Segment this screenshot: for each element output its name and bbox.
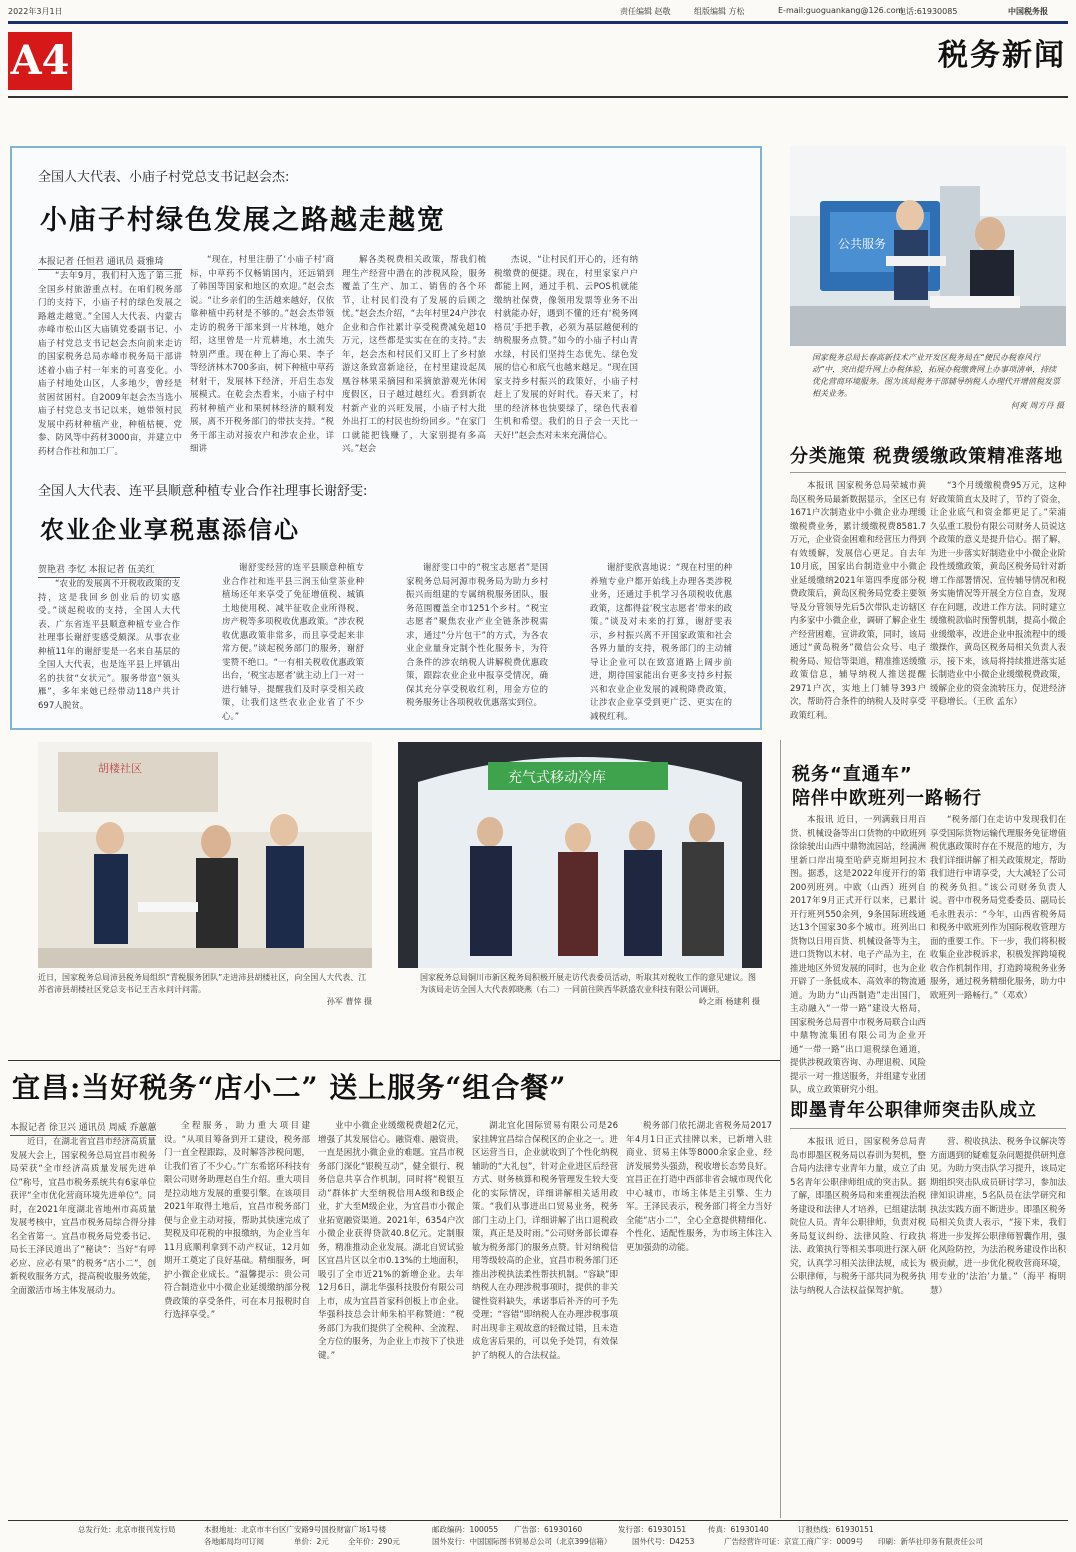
page-number-badge: A4: [8, 32, 72, 90]
story1-paragraph: “现在，村里注册了‘小庙子村’商标，中草药不仅畅销国内，还远销到了韩国等国家和地区的欢迎。”赵会杰说。“让乡亲们的生活越来越好，仅依靠种植中药材是不够的。”赵会杰带领走访的税务干部来到一片林地，她介绍，这里曾是一片荒耕地，水土流失特别严重。现在种上了海心果、李子等经济林木700多亩，树下种植中草药材射干，发展林下经济，开启生态发展模式。在乾会杰看来，小庙子村中药材种植产业和果树林经济的顺利发展，离不开税务部门的带扶支持。“税务干部主动对接农户和涉农企业，详细讲: [190, 255, 334, 454]
side1-headline: 分类施策 税费缓缴政策精准落地: [790, 446, 1064, 467]
story2-column-4: [590, 562, 732, 728]
story2-paragraph: 谢舒雯欣喜地说：“现在村里的种养殖专业户都开始线上办理各类涉税业务，还通过手机学习各项税收优惠政策，这都得益‘税宝志愿者’带来的政策。”谈及对未来的打算，谢舒雯表示，乡村振兴离不开国家政策和社会各界力量的支持，税务部门的主动辅导让企业可以在致富道路上阔步前进，期待国家能出台更多支持乡村振兴和农业企业发展的减税降费政策，让涉农企业享受到更广泛、更实在的减税红利。: [590, 563, 732, 722]
photo-credit: 何爽 周方丹 摄: [1010, 401, 1064, 410]
side2-column-2: [930, 814, 1066, 1076]
editor-name: 责任编辑 赵敬: [620, 7, 671, 16]
editor-phone: 电话:61930085: [898, 7, 958, 16]
photo-credit: 岭之雨 杨建利 摄: [698, 997, 760, 1006]
story3-paragraph: 税务部门依托湖北省税务局2017年4月1日正式挂牌以来，已新增入驻商业、贸易主体等8000余家企业，经济发展势头强劲，税收增长态势良好。宜昌正在打造中西部非省会城市现代化中心城市，市场主体是主引擎、生力军。王泽民表示，税务部门将全力当好全能“店小二”，全心全意提供精细化、个性化、适配性服务，为市场主体注入更加强劲的动能。: [626, 1121, 772, 1253]
photo-mid-left-caption: [38, 972, 372, 1014]
story3-paragraph: 湖北宜化国际贸易有限公司是26家挂牌宜昌综合保税区的企业之一。进区运营当日，企业就收到了个性化纳税辅助的“大礼包”，针对企业进区后经营方式、财务核算和税务管理发生较大变化的实际情况，详细讲解相关适用政策。“我们从事进出口贸易业务，税务部门主动上门，详细讲解了出口退税政策，真正是及时雨。”公司财务部长谭春敏为税务部门的服务点赞。针对纳税信用等级较高的企业，宜昌市税务部门还推出涉税执法柔性帮扶机制。“容缺”即纳税人在办理涉税事项时，提供的非关键性资料缺失，承诺事后补齐的可予先受理；“容错”即纳税人在办理涉税事项时出现非主观故意的轻微过错，且未造成危害后果的，可以免予处罚，有效保护了纳税人的合法权益。: [472, 1121, 618, 1361]
side2-column-1: [790, 814, 927, 1095]
photo-community-visit: [38, 742, 372, 968]
side3-paragraph: 营、税收执法、税务争议解决等方面遇到的疑难复杂问题提供研判意见。为助力突击队学习提升，该局定期组织突击队成员研讨学习，参加法律知识讲座，5名队员在法学研究和执法实践方面不断进步。即墨区税务局相关负责人表示，“接下来，我们将进一步发挥公职律师智囊作用，强化风险防控，为法治税务建设作出积极贡献，进一步优化税收营商环境，用专业的‘法治’力量。”（海平 梅明慧）: [930, 1137, 1067, 1296]
photo-illustration: [38, 742, 372, 968]
story2-kicker: 全国人大代表、连平县顺意种植专业合作社理事长谢舒雯:: [38, 484, 368, 499]
story1-paragraph: “去年9月，我们村入选了第三批全国乡村旅游重点村。在咱们税务部门的支持下，小庙子村的绿色发展之路越走越宽。”全国人大代表、内蒙古赤峰市松山区大庙镇党委副书记、小庙子村党总支书记赵会杰向前来走访的国家税务总局赤峰市税务局干部讲述着小庙子村一年来的可喜变化。小庙子村地处山区，人多地少，曾经是贫困贫困村。自2009年赵会杰当选小庙子村党总支书记以来，她带领村民发展中药材种植产业，种植枯梗、党参、防风等中药材3000亩，并建立中药材合作社和加工厂。: [38, 271, 182, 457]
footer-distribution: 发行部：61930151: [618, 1525, 687, 1534]
story3-column-4: [472, 1120, 618, 1516]
story2-column-3: [406, 562, 548, 728]
story1-paragraph: 杰说，“让村民们开心的，还有纳税缴费的便捷。现在，村里家家户户都能上网，通过手机、云POS机就能缴纳社保费，像领用发票等业务不出村就能办好，遇到不懂的还有‘税务网格员’手把手教，必须为基层越便利的纳税服务点赞。”如今的小庙子村山青水绿，村民们坚持生态优先、绿色发展的信心和底气也越来越足。“现在国家支持乡村振兴的政策好，小庙子村赶上了发展的好时代。春天来了，村里的经济林也快要绿了，绿色代表着生机和希望。我们的日子会一天比一天好!”赵会杰对未来充满信心。: [494, 255, 638, 441]
footer-license: 广告经营许可证：京宣工商广字：0009号: [724, 1537, 864, 1546]
masthead-bar: [8, 6, 1068, 20]
side3-column-2: [930, 1136, 1066, 1516]
story2-byline: 贺艳君 李忆 本报记者 伍美红: [38, 562, 180, 578]
designer-name: 组版编辑 方松: [694, 7, 745, 16]
story2-paragraph: 谢舒雯口中的“税宝志愿者”是国家税务总局河源市税务局为助力乡村振兴而组建的专属纳税服务团队，服务范围覆盖全市1251个乡村。“税宝志愿者”聚焦农业产业全链条涉税需求，通过“分片包干”的方式，为各农业企业量身定制个性化服务卡，为符合条件的涉农纳税人讲解税费优惠政策，跟踪农业企业申报享受情况，确保其充分享受税收红利，用金方位的税务服务让各项税收优惠落实到位。: [406, 563, 548, 708]
side2-paragraph: “税务部门在走访中发现我们在享受国际货物运输代理服务免征增值税优惠政策时存在不规范的地方，为我们详细讲解了相关政策规定，帮助我们进行申请享受，大大减轻了公司的税务负担。”该公司财务负责人说。晋中市税务局党委委员、副局长毛永胜表示：“今年，山西省税务局和税务中欧班列作为国际税收管理方面的重要工作。下一步，我们将积极收集企业涉税诉求，积极发挥跨境税收合作机制作用，打造跨境税务业务服务，通过税务精细化服务，助力中欧班列一路畅行。”（邓欢）: [930, 815, 1067, 1001]
footer-overseas: 国外发行：中国国际图书贸易总公司（北京399信箱）: [432, 1537, 612, 1546]
story2-paragraph: “农业的发展离不开税收政策的支持，这是我回乡创业后的切实感受。”谈起税收的支持，全国人大代表、广东省连平县顺意种植专业合作社理事长谢舒雯感受颇深。从事农业种植11年的谢舒雯是一名来自基层的全国人大代表，也是连平县上坪镇出名的扶贫“女状元”。服务带富“领头雁”，多年来她已经带动118户共计697人脱贫。: [38, 579, 180, 711]
story3-paragraph: 近日，在湖北省宜昌市经济高质量发展大会上，国家税务总局宜昌市税务局荣获“全市经济高质量发展先进单位”称号，宜昌市税务系统共有6家单位获评“全市优化营商环境先进单位”。同时，在2021年度湖北省地州市高质量发展考核中，宜昌市税务局综合得分排名全省第一。宜昌市税务局党委书记、局长王泽民道出了“秘诀”：当好“有呼必应、应必有果”的税务“店小二”，创新税收服务方式，提高税收服务效能，全面激活市场主体发展动力。: [10, 1137, 156, 1296]
side3-paragraph: 本报讯 近日，国家税务总局青岛市即墨区税务局以春训为契机，整合局内法律专业青年力量，成立了由5名青年公职律师组成的突击队。据了解，即墨区税务局和来重视法治税务建设和法律人才培养，已组建法制院位人员。青年公职律师，负责对税务局复议纠纷、法律风险、行政执法、政策执行等相关事项进行深入研究，认真学习相关法律法规，成长为公职律师，与税务干部共同为税务执法与纳税人合法权益保驾护航。: [790, 1137, 927, 1296]
photo-credit: 孙军 曹悻 摄: [326, 997, 372, 1006]
footer-yearly: 全年价：290元: [348, 1537, 400, 1546]
story2-column-2: [222, 562, 364, 728]
story3-headline: 宜昌:当好税务“店小二” 送上服务“组合餐”: [12, 1071, 567, 1104]
side2-paragraph: 本报讯 近日，一列满载日用百货、机械设备等出口货物的中欧班列徐徐驶出山西中鼎物流园站，经满洲里新口岸出境至哈萨克斯坦阿拉木图。据悉，这是2022年度开行的第200列班列。中欧（山西）班列自2017年9月正式开行以来，已累计开行班列550余列，9条国际班线通达13个国家30多个城市。班列出口货物以日用百货、机械设备等为主，进口货物以木材、电子产品为主，在推进地区外贸发展的同时，也为企业开辟了一条低成本、高效率的物流通道。为助力“山西制造”走出国门，主动融入“一带一路”建设大格局，国家税务总局晋中市税务局联合山西中鼎物流集团有限公司为企业开通“一带一路”出口退税绿色通道，提供涉税政策咨询、办理退税、风险提示一对一推送服务，并组建专业团队，成立政策研究小组。: [790, 815, 927, 1095]
editor-email: E-mail:guoguankang@126.com: [778, 6, 904, 15]
story2-headline: 农业企业享税惠添信心: [40, 515, 300, 544]
sign-text: 胡楼社区: [98, 762, 142, 775]
story3-column-5: [626, 1120, 772, 1516]
story3-column-2: [164, 1120, 310, 1516]
side2-headline-line1: 税务“直通车”: [792, 764, 913, 785]
divider: [8, 1060, 780, 1061]
story1-column-2: [190, 254, 334, 456]
footer-subscription: 订报热线：61930151: [798, 1525, 874, 1534]
issue-date: 2022年3月1日: [8, 7, 63, 16]
footer-rule: [8, 1520, 1068, 1521]
side2-headline-line2: 陪伴中欧班列一路畅行: [792, 788, 982, 809]
footer-publisher: 总发行处：北京市报刊发行局: [78, 1525, 176, 1534]
footer-printer: 印刷：新华社印务有限责任公司: [878, 1537, 983, 1546]
story1-paragraph: 解各类税费相关政策，帮我们梳理生产经营中潜在的涉税风险，服务覆盖了生产、加工、销售的各个环节，让村民们没有了发展的后顾之忧。”赵会杰介绍，“去年村里24户涉农企业和合作社累计享受税费减免超10万元，这些都是实实在在的支持。”去年，赵会杰和村民们又盯上了乡村旅游这条致富新途径，在村里建设起凤凰谷林果采摘园和采摘旅游观光休闲度假区，日子越过越红火。看到新农村新产业的兴旺发展，小庙子村大批外出打工的村民也纷纷回乡。“在家门口就能把钱赚了，大家别提有多高兴。”赵会: [342, 255, 486, 454]
side3-headline: 即墨青年公职律师突击队成立: [790, 1100, 1037, 1121]
photo-tax-office-counter: [790, 146, 1066, 346]
caption-text: 国家税务总局长春高新技术产业开发区税务局在“便民办税春风行动”中，突出提升网上办税体验，拓展办税缴费网上办事项清单，持续优化营商环境服务。图为该局税务干部辅导纳税人办理代开增值税发票相关业务。: [812, 353, 1060, 398]
column-divider: [780, 740, 781, 1518]
story1-column-1: [38, 270, 182, 456]
sign-text: 公共服务: [838, 237, 887, 251]
photo-cold-storage-visit: [398, 742, 762, 968]
footer-ad: 广告部：61930160: [514, 1525, 583, 1534]
footer-address: 本报地址：北京市丰台区广安路9号国投财富广场1号楼: [204, 1525, 387, 1534]
masthead-rule: [8, 21, 1068, 24]
section-rule: [8, 96, 1068, 98]
side1-column-1: [790, 480, 926, 738]
story1-headline: 小庙子村绿色发展之路越走越宽: [40, 205, 446, 236]
divider: [790, 1128, 1066, 1129]
story1-kicker: 全国人大代表、小庙子村党总支书记赵会杰:: [38, 170, 290, 185]
story1-byline: 本报记者 任恒君 通讯员 聂雅琦: [38, 254, 182, 270]
caption-text: 近日，国家税务总局沛县税务局组织“青税服务团队”走进沛县胡楼社区，向全国人大代表、江苏省沛县胡楼社区党总支书记王吉永问计问需。: [38, 973, 367, 994]
paper-name: 中国税务报: [1008, 7, 1048, 16]
side3-column-1: [790, 1136, 926, 1516]
sign-text: 充气式移动冷库: [508, 770, 606, 786]
footer-local: 各地邮局均可订阅: [204, 1537, 264, 1546]
footer-fax: 传真：61930140: [708, 1525, 769, 1534]
photo-illustration: [398, 742, 762, 968]
story2-column-1: [38, 578, 180, 728]
story3-column-3: [318, 1120, 464, 1516]
footer-overseas-code: 国外代号：D4253: [632, 1537, 695, 1546]
story2-paragraph: 谢舒雯经营的连平县顺意种植专业合作社和连平县三润玉仙堂茶业种植场还年来享受了免征增值税、城镇土地使用税、减半征收企业所得税、房产税等多项税收优惠政策。“涉农税收优惠政策非常多，而且享受起来非常方便。”谈起税务部门的服务，谢舒雯赞不绝口。“一有相关税收优惠政策出台，‘税宝志愿者’就主动上门一对一进行辅导，提醒我们及时享受相关政策，让我们这些农业企业省了不少心。”: [222, 563, 364, 722]
divider: [790, 472, 1066, 473]
story3-paragraph: 全程服务，助力重大项目建设。“从项目筹备到开工建设，税务部门一直全程跟踪，及时解答涉税问题，让我们省了不少心。”广东希铭环科技有限公司财务助理赵自生介绍。重大项目是拉动地方发展的重要引擎。在该项目2021年取得土地后，宜昌市税务部门便与企业主动对接，帮助其快速完成了契税及印花税的申报缴纳，为企业当年11月底顺利拿到不动产权证，12月如期开工奠定了良好基础。精细服务，呵护小微企业成长。“温馨提示：贵公司符合制造业中小微企业延缓缴纳部分税费政策的享受条件，可在本月报税时自行选择享受。”: [164, 1121, 310, 1320]
story3-byline: 本报记者 徐卫兴 通讯员 周威 乔蕙蕙: [10, 1120, 156, 1136]
section-title: 税务新闻: [938, 38, 1066, 73]
story3-column-1: [10, 1136, 156, 1516]
side1-column-2: [930, 480, 1066, 738]
story3-paragraph: 业中小微企业缓缴税费超2亿元，增强了其发展信心。融资难、融资贵，一直是困扰小微企业的难题。宜昌市税务部门深化“银税互动”，健全银行、税务信息共享合作机制，同时将“税银互动”群体扩大至纳税信用A级和B级企业，扩大至M级企业，为宜昌市小微企业拓宽融资渠道。2021年，6354户次小微企业获得贷款40.8亿元。定制服务，精准推动企业发展。湖北自贸试验区宜昌片区以全市0.13%的土地面积，吸引了全市近21%的新增企业。去年12月6日，湖北华强科技股份有限公司上市，成为宜昌首家科创板上市企业。华强科技总会计师朱柏平称赞道：“税务部门为我们提供了全税种、全流程、全方位的服务，为企业上市按下了快进键。”: [318, 1121, 465, 1361]
photo-illustration: [790, 146, 1066, 346]
footer-price: 单价：2元: [294, 1537, 329, 1546]
caption-text: 国家税务总局铜川市新区税务局积极开展走访代表委员活动，听取其对税收工作的意见建议。图为该局走访全国人大代表郭晓燕（右二）一同前往陕西华跃盛农业科技有限公司调研。: [420, 973, 756, 994]
story1-column-3: [342, 254, 486, 456]
side1-paragraph: 本报讯 国家税务总局荣城市黄岛区税务局最新数据显示，全区已有1671户次制造业中小微企业办理缓缴税费业务，累计缓缴税费8581.7万元，企业资金困难和经营压力得到有效缓解，发展信心更足。自去年10月底，国家出台制造业中小微企业延缓缴纳2021年第四季度部分税费政策后，黄岛区税务局党委主要领导及分管领导先后5次带队走访辖区内多家中小微企业，调研了解企业生产经营困难，宣讲政策，同时，该局通过“黄岛税务”微信公众号、电子税务局、短信等渠道，精准推送缓缴政策信息，辅导纳税人推送提醒2971户次，实地上门辅导393户次，帮助符合条件的纳税人及时享受政策红利。: [790, 481, 927, 721]
photo-top-caption: [812, 352, 1064, 410]
story1-column-4: [494, 254, 638, 456]
footer-postal: 邮政编码：100055: [432, 1525, 499, 1534]
photo-mid-right-caption: [420, 972, 760, 1014]
side1-paragraph: “3个月缓缴税费95万元，这种好政策简直太及时了，节约了资金，让企业底气和资金都更足了。”荣浦久弘重工股份有限公司财务人员说这个政策的意义是提升信心。据了解，为进一步落实好制造业中小微企业阶段性缓缴政策，黄岛区税务局针对新增工作部署情况、宣传辅导情况和税务实施情况等开展全方位自查，发现存在问题，改进工作方法。同时建立缓缴税款临时预警机制，提高小微企业缓缴率，改进企业申报流程中的缓缴操作，黄岛区税务局相关负责人表示，接下来，该局将持续推进落实延长制造业中小微企业缓缴税费政策，缓解企业的资金流转压力，促进经济平稳增长。（王欣 孟东）: [930, 481, 1067, 707]
